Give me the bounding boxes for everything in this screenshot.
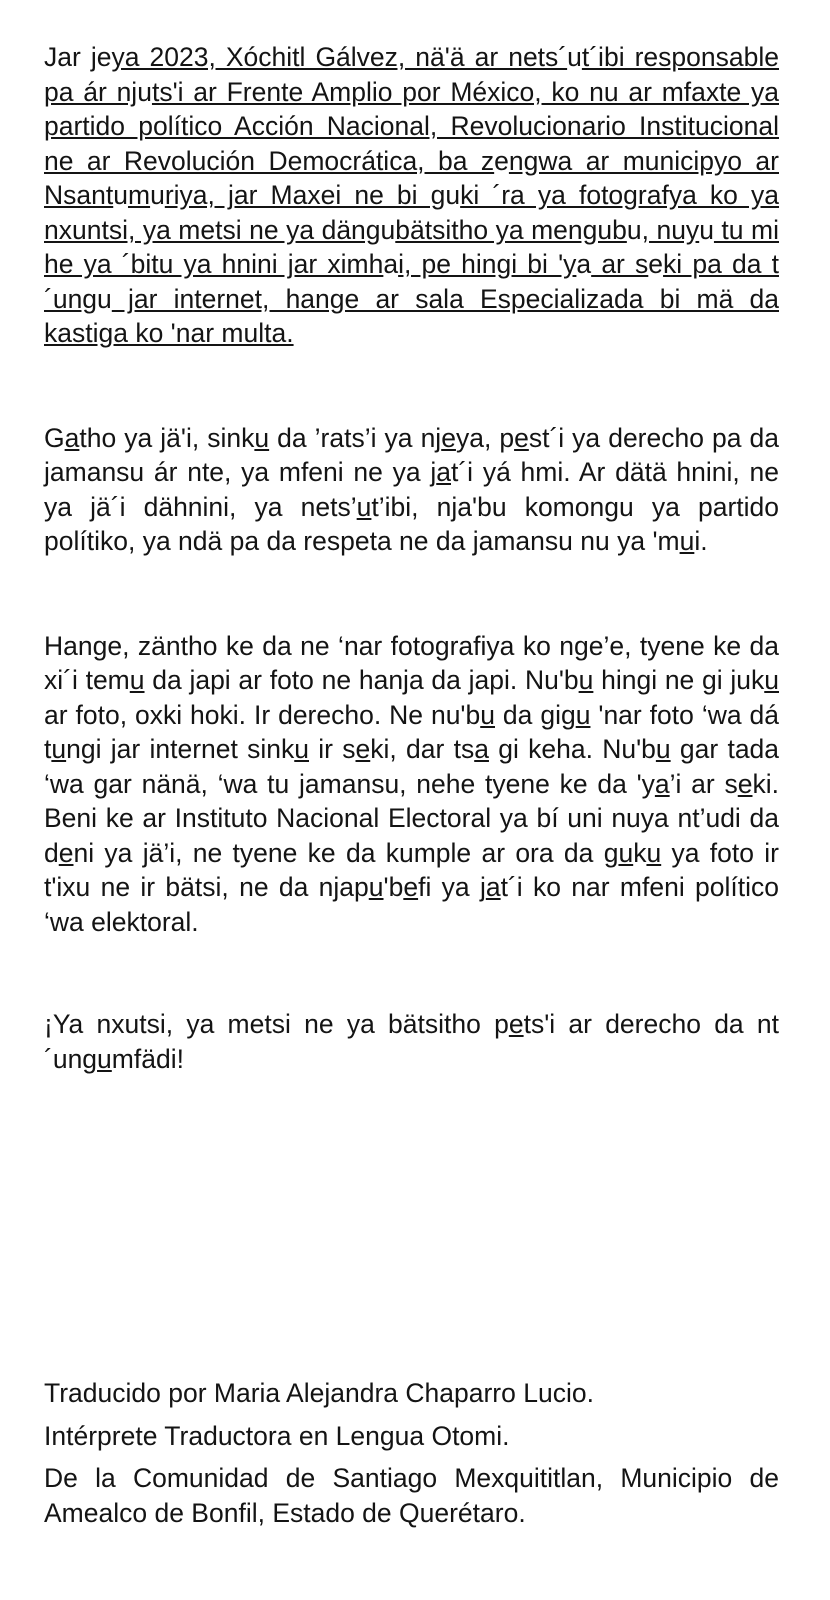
underlined-vowel: u <box>764 665 779 695</box>
text-run: i. <box>694 526 708 556</box>
text-run: e <box>494 145 509 176</box>
underlined-vowel: u <box>578 665 594 695</box>
underlined-vowel: u <box>655 734 671 764</box>
text-run: G <box>44 422 65 453</box>
text-run: t´i ko nar mfeni político ‘wa elektoral. <box>44 872 779 937</box>
underlined-vowel: riya, jar Maxei ne bi g <box>164 180 446 210</box>
text-run: u <box>626 214 642 245</box>
text-run: da japi ar foto ne hanja da japi. Nu'b <box>144 665 579 695</box>
text-run: mfädi! <box>111 1043 184 1074</box>
text-run: ir s <box>309 734 356 764</box>
text-run: u <box>97 283 112 314</box>
text-run: u <box>380 214 396 245</box>
text-run: ar foto, oxki hoki. Ir derecho. Ne nu'b <box>44 699 481 730</box>
text-run: t’ibi, nja'bu komongu ya partido polítiko, ya ndä pa da respeta ne da jamansu nu ya 'm <box>44 491 779 556</box>
underlined-vowel: m <box>127 180 151 210</box>
text-run: k <box>633 837 647 868</box>
underlined-vowel: ki pa da t´ung <box>44 249 779 314</box>
text-run: u <box>445 180 461 210</box>
underlined-vowel: , nuy <box>641 214 700 245</box>
underlined-vowel: j <box>90 42 97 72</box>
underlined-vowel: u <box>97 1043 112 1074</box>
text-run: u <box>699 214 714 245</box>
underlined-vowel: u <box>618 837 634 868</box>
credit-community: De la Comunidad de Santiago Mexquititlan, Municipio de Amealco de Bonfil, Estado de Querétaro. <box>44 1463 779 1528</box>
text-run: ni ya jä’i, ne tyene ke da kumple ar ora da g <box>73 837 619 868</box>
text-run: gar tada ‘wa gar nänä, ‘wa tu jamansu, nehe tyene ke da 'y <box>44 734 780 799</box>
underlined-vowel: u <box>129 665 145 695</box>
text-run: ngi jar internet sink <box>66 734 295 764</box>
underlined-vowel: bätsitho ya mengub <box>395 214 627 245</box>
underlined-vowel: u <box>368 872 384 902</box>
underlined-vowel: e <box>514 422 529 453</box>
text-run: u <box>567 42 582 72</box>
text-run: tho ya jä'i, sink <box>79 422 255 453</box>
text-run: a <box>576 249 592 279</box>
underlined-vowel: ts'i ar Frente Amplio por México, ko nu ar mfaxte ya partido político Acción Nacional, Revolucionario Institucional ne ar Revolución Democrática, ba z <box>44 76 779 176</box>
text-run: 'nar foto ‘wa dá t <box>44 699 779 764</box>
underlined-vowel: u <box>294 734 309 764</box>
underlined-vowel: u <box>575 699 591 730</box>
underlined-vowel: e <box>355 734 371 764</box>
text-run: u <box>113 180 128 210</box>
text-run: u <box>150 180 165 210</box>
underlined-vowel: ar s <box>591 249 649 279</box>
underlined-vowel: ya 2023, Xóchitl Gálvez, nä'ä ar nets´ <box>111 42 568 72</box>
paragraph-1 <box>44 40 779 351</box>
text-run: ts'i ar derecho da nt´ung <box>44 1009 780 1074</box>
text-run: ki. Beni ke ar Instituto Nacional Electoral ya bí uni nuya nt’udi da d <box>44 768 779 868</box>
underlined-vowel: a <box>485 872 501 902</box>
paragraph-4 <box>44 1007 779 1076</box>
underlined-vowel: i, pe hingi bi 'y <box>398 249 577 279</box>
text-run: st´i ya derecho pa da jamansu ár nte, ya mfeni ne ya j <box>44 422 779 487</box>
paragraph-3 <box>44 629 779 940</box>
text-run: u <box>137 76 152 107</box>
underlined-vowel: u <box>254 422 270 453</box>
underlined-vowel: u <box>356 491 372 522</box>
underlined-vowel: e <box>508 1009 524 1039</box>
underlined-vowel: tu mi he ya ´bitu ya hnini jar ximh <box>44 214 779 279</box>
underlined-vowel: a <box>654 768 670 799</box>
underlined-vowel: e <box>58 837 74 868</box>
text-run: da gig <box>494 699 576 730</box>
underlined-vowel: a <box>64 422 80 453</box>
text-run: e <box>648 249 664 279</box>
underlined-vowel: a <box>474 734 489 764</box>
underlined-vowel: u <box>51 734 67 764</box>
credit-role: Intérprete Traductora en Lengua Otomi. <box>44 1420 510 1451</box>
underlined-vowel: u <box>679 526 695 556</box>
text-run: ’i ar s <box>669 768 738 799</box>
underlined-vowel: a <box>436 457 451 487</box>
text-run: hingi ne gi juk <box>593 665 765 695</box>
text-run: gi keha. Nu'b <box>488 734 656 764</box>
underlined-vowel: t´ibi responsable pa ár nj <box>44 42 779 107</box>
underlined-vowel: ki ´ra ya fotografya ko ya nxuntsi, ya metsi ne ya däng <box>44 180 780 245</box>
text-run: 'b <box>383 872 404 902</box>
text-run: t´i yá hmi. Ar dätä hnini, ne ya jä´i dähnini, ya nets’ <box>44 457 780 522</box>
text-run: Jar <box>44 42 91 72</box>
paragraph-2 <box>44 421 779 559</box>
credit-translator: Traducido por Maria Alejandra Chaparro Lucio. <box>44 1378 594 1408</box>
text-run: Hange, zäntho ke da ne ‘nar fotografiya ko nge’e, tyene ke da xi´i tem <box>44 630 779 695</box>
text-run: ya foto ir t'ixu ne ir bätsi, ne da njap <box>44 837 779 902</box>
underlined-vowel: u <box>646 837 662 868</box>
translator-credits <box>44 1376 779 1538</box>
underlined-vowel: u <box>480 699 495 730</box>
underlined-vowel: e <box>441 422 456 453</box>
text-run: ki, dar ts <box>370 734 475 764</box>
text-run: a <box>383 249 399 279</box>
text-run: ya, p <box>455 422 515 453</box>
underlined-vowel: ngwa ar municipyo ar Nsant <box>44 145 779 210</box>
underlined-vowel: e <box>737 768 753 799</box>
document-body <box>44 40 779 1076</box>
text-run: da ’rats’i ya nj <box>269 422 442 453</box>
text-run: e <box>96 42 112 72</box>
underlined-vowel: e <box>403 872 419 902</box>
underlined-vowel: jar internet, hange ar sala Especializada bi mä da kastiga ko 'nar multa. <box>44 283 779 348</box>
text-run: ¡Ya nxutsi, ya metsi ne ya bätsitho p <box>44 1009 509 1039</box>
text-run: fi ya j <box>418 872 486 902</box>
